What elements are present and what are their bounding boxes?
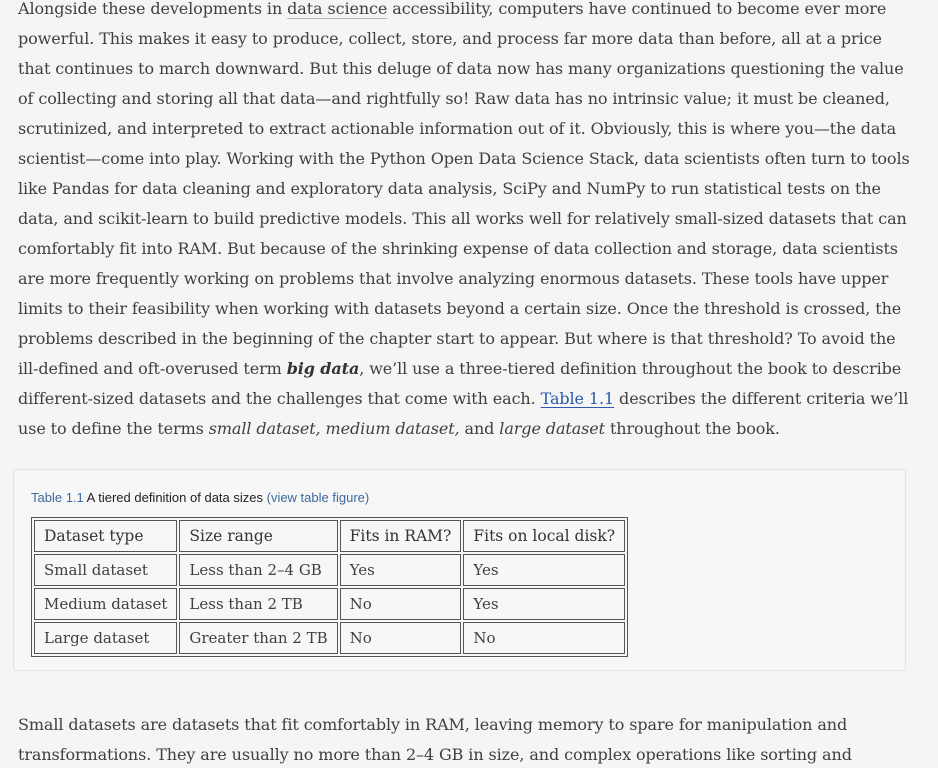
table-cell: Less than 2 TB — [179, 588, 337, 620]
data-science-term[interactable]: data science — [287, 0, 388, 18]
table-cell: Yes — [340, 554, 462, 586]
table-header-row — [34, 520, 625, 552]
table-figure-card — [13, 469, 906, 671]
table-1-1-link[interactable]: Table 1.1 — [540, 389, 615, 408]
view-table-figure-link[interactable]: (view table figure) — [266, 490, 370, 505]
table-row — [34, 588, 625, 620]
large-dataset-term: large dataset — [499, 419, 605, 438]
table-cell: Yes — [463, 554, 625, 586]
intro-text-e: and — [459, 419, 500, 438]
intro-text-c: , we’ll use a three-tiered definition throughout the book to describe different-sized datasets and the challenges that come with each. — [18, 359, 902, 408]
header-fits-in-ram: Fits in RAM? — [340, 520, 462, 552]
header-fits-on-disk: Fits on local disk? — [463, 520, 625, 552]
big-data-term: big data — [286, 359, 360, 378]
table-cell: Yes — [463, 588, 625, 620]
intro-text-d: describes the different criteria we’ll use to define the terms — [18, 389, 909, 438]
table-cell: No — [463, 622, 625, 654]
small-datasets-paragraph: Small datasets are datasets that fit comfortably in RAM, leaving memory to spare for manipulation and transformations. They are usually no more than 2–4 GB in size, and complex operations like sorting and — [18, 715, 852, 764]
table-caption — [31, 490, 369, 505]
article-body — [18, 0, 918, 444]
table-cell: Less than 2–4 GB — [179, 554, 337, 586]
table-cell: Medium dataset — [34, 588, 177, 620]
table-cell: Greater than 2 TB — [179, 622, 337, 654]
data-sizes-table — [31, 517, 628, 657]
table-caption-number: Table 1.1 — [31, 490, 84, 505]
header-size-range: Size range — [179, 520, 337, 552]
table-cell: Small dataset — [34, 554, 177, 586]
table-row — [34, 622, 625, 654]
small-datasets-section — [18, 710, 918, 768]
intro-text-b: accessibility, computers have continued to become ever more powerful. This makes it easy to produce, collect, store, and process far more data than before, all at a price that continues to march downward. But this deluge of data now has many organizations questioning the value of collecting and storing all that data—and rightfully so! Raw data has no intrinsic value; it must be cleaned, scrutinized, and interpreted to extract actionable information out of it. Obviously, this is where you—the data scientist—come into play. Working with the Python Open Data Science Stack, data scientists often turn to tools like Pandas for data cleaning and exploratory data analysis, SciPy and NumPy to run statistical tests on the data, and scikit-learn to build predictive models. This all works well for relatively small-sized datasets that can comfortably fit into RAM. But because of the shrinking expense of data collection and storage, data scientists are more frequently working on problems that involve analyzing enormous datasets. These tools have upper limits to their feasibility when working with datasets beyond a certain size. Once the threshold is crossed, the problems described in the beginning of the chapter start to appear. But where is that threshold? To avoid the ill-defined and oft-overused term — [18, 0, 910, 378]
intro-text-f: throughout the book. — [604, 419, 780, 438]
small-medium-terms: small dataset, medium dataset, — [208, 419, 460, 438]
header-dataset-type: Dataset type — [34, 520, 177, 552]
intro-paragraph — [18, 0, 918, 444]
table-cell: No — [340, 622, 462, 654]
table-caption-title: A tiered definition of data sizes — [83, 490, 267, 505]
intro-text-a: Alongside these developments in — [18, 0, 288, 18]
table-row — [34, 554, 625, 586]
table-cell: No — [340, 588, 462, 620]
table-cell: Large dataset — [34, 622, 177, 654]
